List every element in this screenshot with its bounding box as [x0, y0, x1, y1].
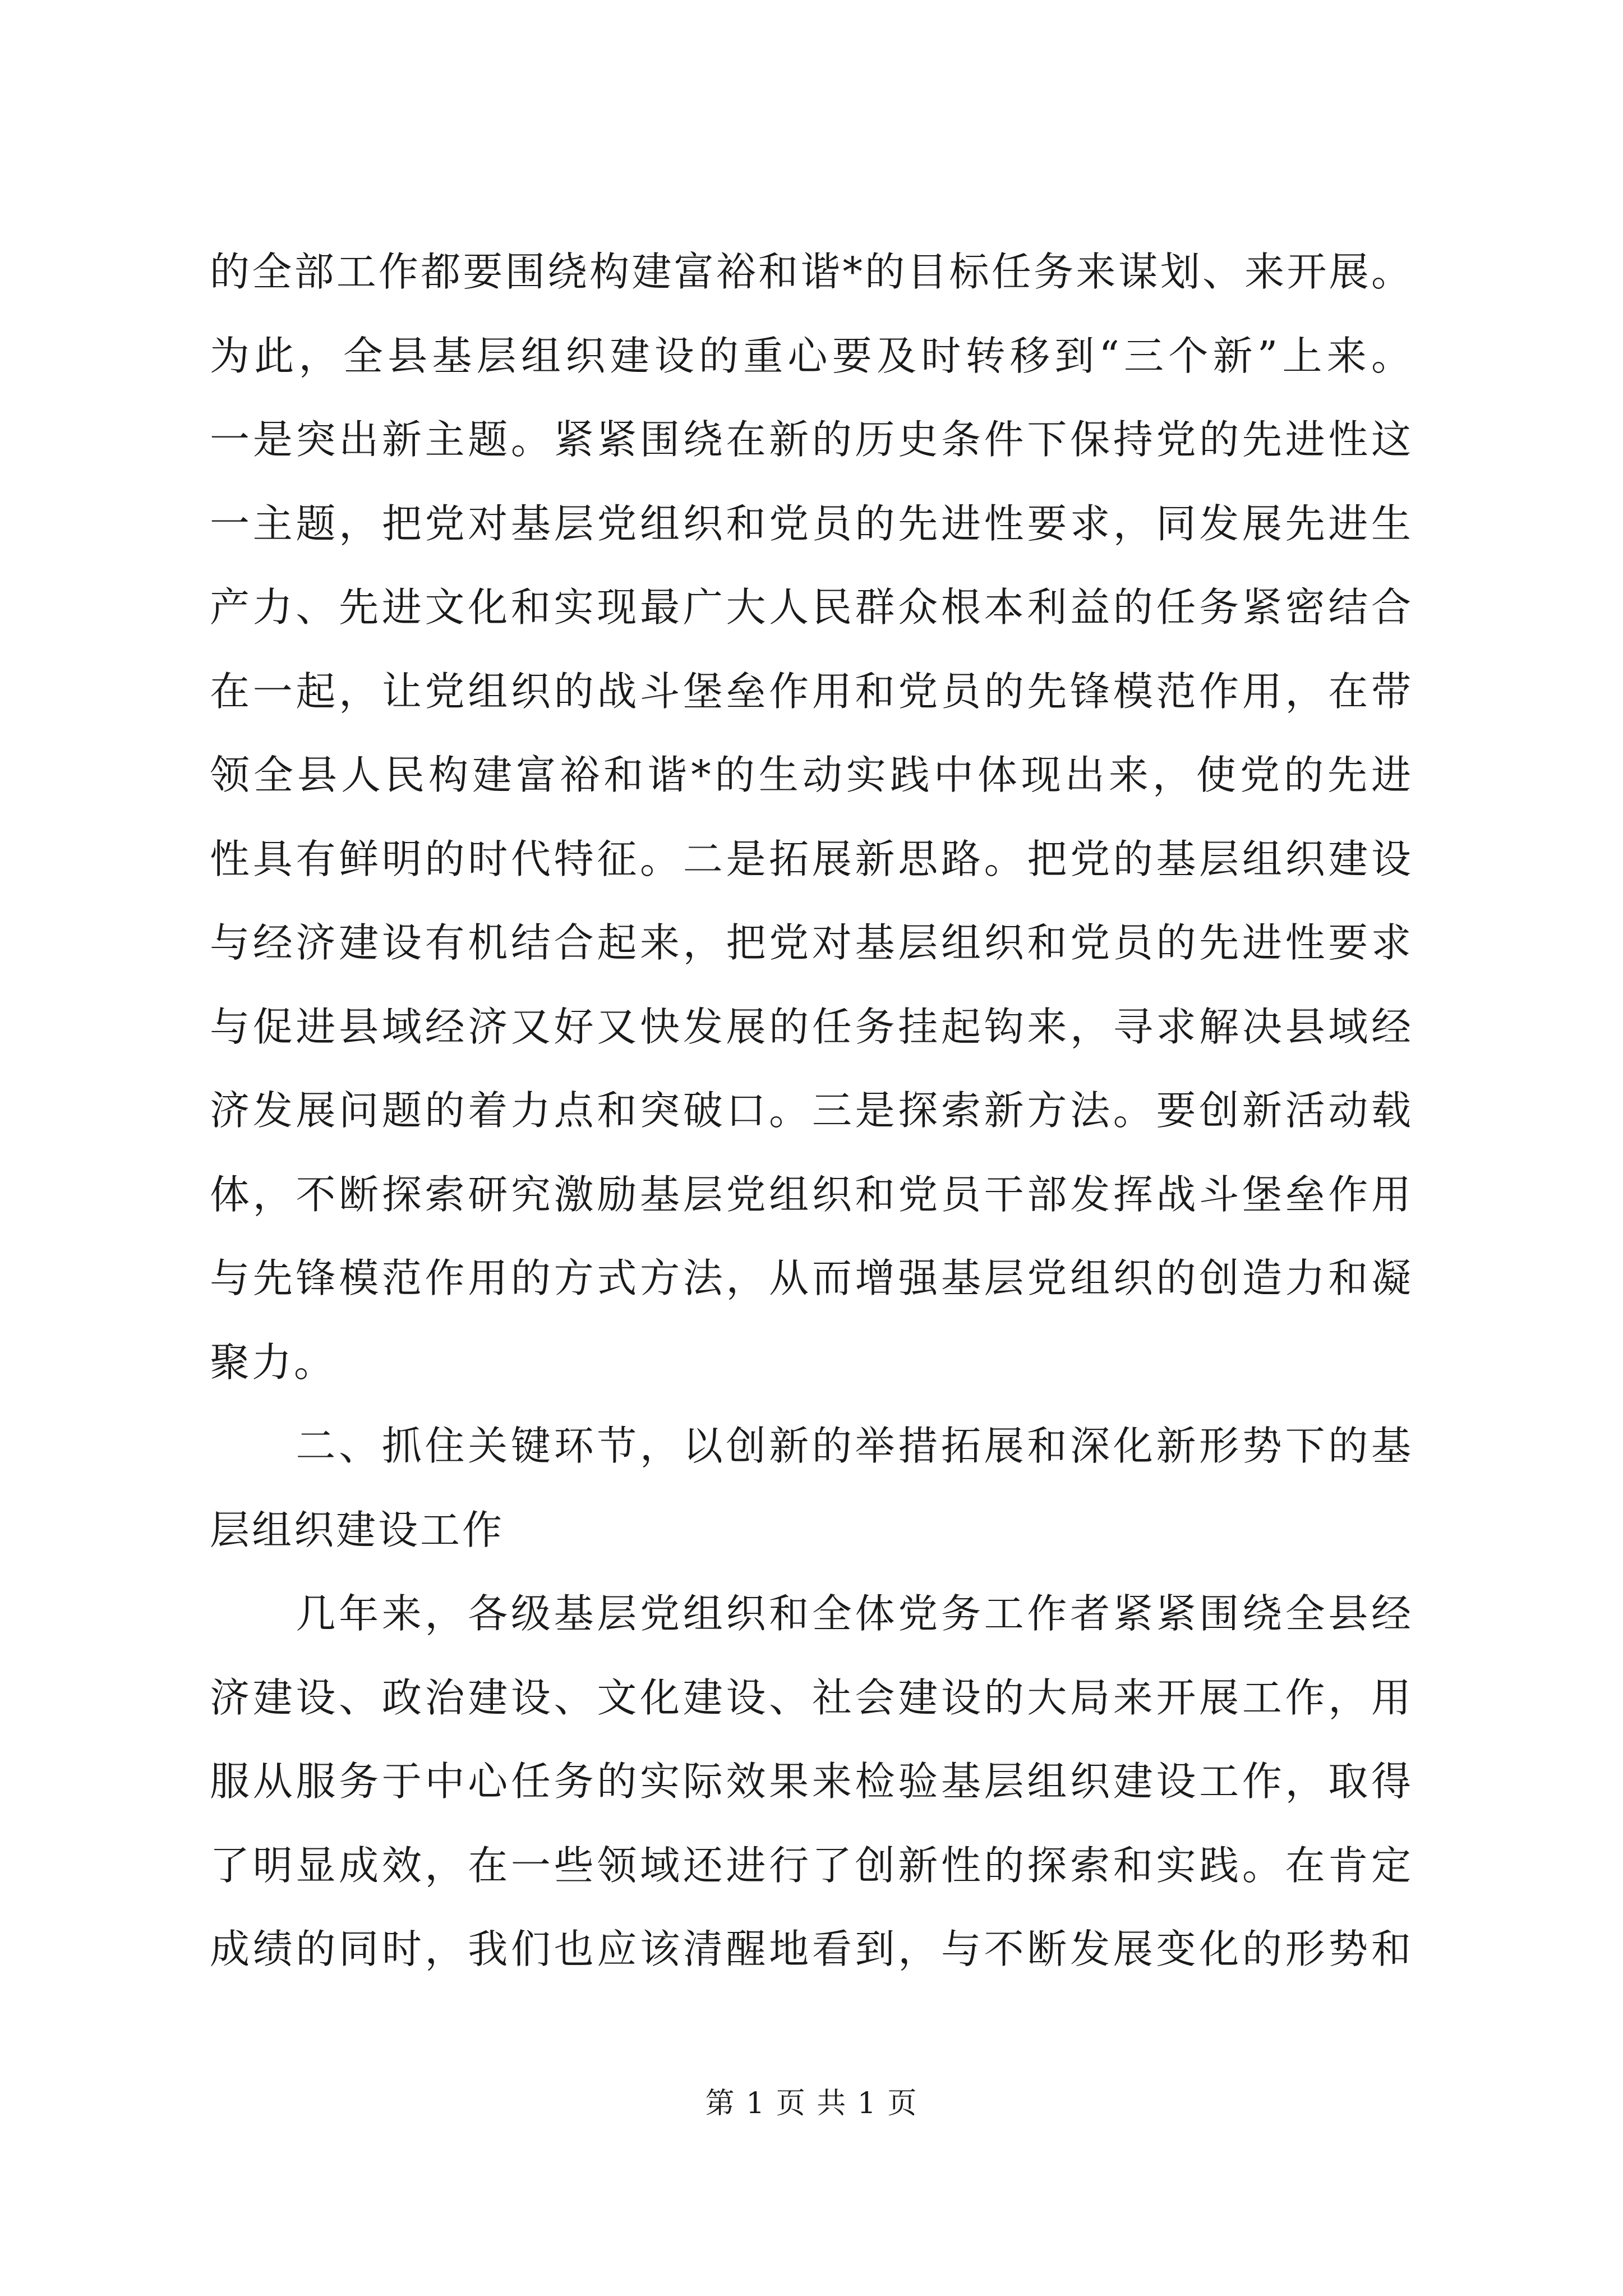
text-line: 体，不断探索研究激励基层党组织和党员干部发挥战斗堡垒作用: [210, 1171, 1413, 1218]
text-line: 济建设、政治建设、文化建设、社会建设的大局来开展工作，用: [210, 1674, 1413, 1721]
text-line: 在一起，让党组织的战斗堡垒作用和党员的先锋模范作用，在带: [210, 668, 1413, 715]
text-line: 的全部工作都要围绕构建富裕和谐*的目标任务来谋划、来开展。: [210, 249, 1413, 295]
text-line: 与先锋模范作用的方式方法，从而增强基层党组织的创造力和凝: [210, 1255, 1413, 1301]
text-line: 产力、先进文化和实现最广大人民群众根本利益的任务紧密结合: [210, 584, 1413, 631]
text-line: 二、抓住关键环节，以创新的举措拓展和深化新形势下的基: [210, 1423, 1413, 1469]
text-line: 一主题，把党对基层党组织和党员的先进性要求，同发展先进生: [210, 500, 1413, 547]
text-line: 服从服务于中心任务的实际效果来检验基层组织建设工作，取得: [210, 1758, 1413, 1805]
text-line: 几年来，各级基层党组织和全体党务工作者紧紧围绕全县经: [210, 1590, 1413, 1637]
text-line: 与促进县域经济又好又快发展的任务挂起钩来，寻求解决县域经: [210, 1003, 1413, 1050]
page-footer: 第 1 页 共 1 页: [705, 2087, 918, 2120]
text-line: 性具有鲜明的时代特征。二是拓展新思路。把党的基层组织建设: [210, 835, 1413, 882]
body-text: [210, 230, 1413, 1991]
text-line: 层组织建设工作: [210, 1506, 505, 1553]
text-line: 与经济建设有机结合起来，把党对基层组织和党员的先进性要求: [210, 919, 1413, 966]
text-line: 领全县人民构建富裕和谐*的生动实践中体现出来，使党的先进: [210, 752, 1413, 798]
text-line: 为此，全县基层组织建设的重心要及时转移到“三个新”上来。: [210, 332, 1413, 379]
text-line: 成绩的同时，我们也应该清醒地看到，与不断发展变化的形势和: [210, 1926, 1413, 1972]
text-line: 济发展问题的着力点和突破口。三是探索新方法。要创新活动载: [210, 1087, 1413, 1134]
text-line: 一是突出新主题。紧紧围绕在新的历史条件下保持党的先进性这: [210, 416, 1413, 463]
text-line: 了明显成效，在一些领域还进行了创新性的探索和实践。在肯定: [210, 1842, 1413, 1889]
text-line: 聚力。: [210, 1338, 336, 1386]
